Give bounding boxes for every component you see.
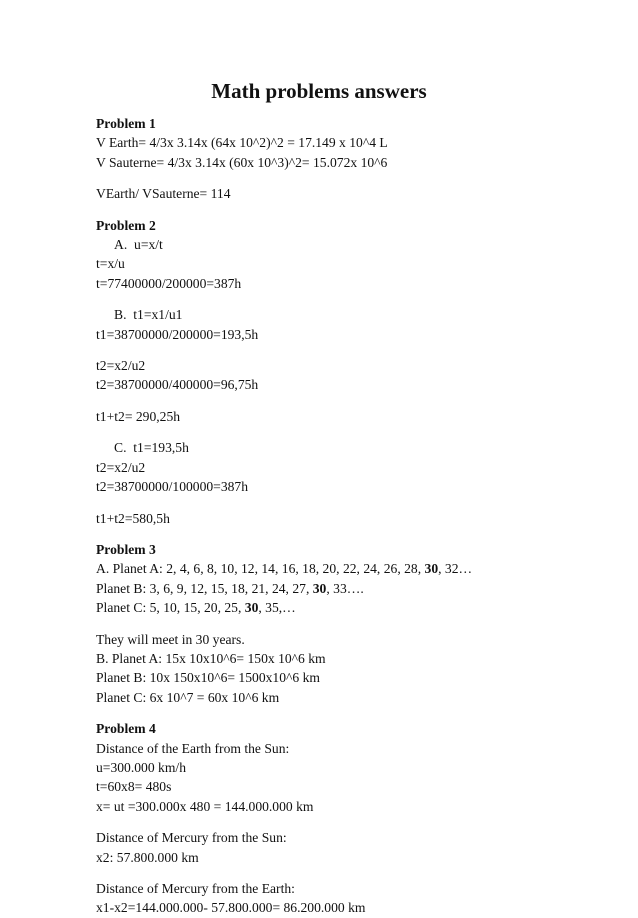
list-text: t1=x1/u1 [133,307,183,323]
problem-1-line: VEarth/ VSauterne= 114 [96,186,231,202]
problem-2-line: t2=x2/u2 [96,358,146,374]
spacer [96,618,616,630]
problem-2-line: t2=38700000/400000=96,75h [96,377,259,393]
problem-3-line: Planet C: 6x 10^7 = 60x 10^6 km [96,689,280,705]
list-label: A. [114,237,128,253]
problem-2-line: t2=38700000/100000=387h [96,479,249,495]
problem-2-line: t1+t2= 290,25h [96,408,181,424]
meeting-value: 30 [424,561,439,577]
list-text: u=x/t [134,237,163,253]
meeting-value: 30 [312,580,327,596]
spacer [96,204,616,216]
problem-2-line: t1+t2=580,5h [96,510,170,526]
problem-4-line: x= ut =300.000x 480 = 144.000.000 km [96,798,314,814]
problem-4-line: Distance of Mercury from the Sun: [96,830,287,846]
spacer [96,497,616,509]
problem-3-line: They will meet in 30 years. [96,631,245,647]
problem-4-line: x2: 57.800.000 km [96,849,199,865]
spacer [96,528,616,540]
problem-2-heading: Problem 2 [96,217,156,233]
problem-1-line: V Sauterne= 4/3x 3.14x (60x 10^3)^2= 15.072x 10^6 [96,154,388,170]
problem-1-line: V Earth= 4/3x 3.14x (64x 10^2)^2 = 17.149 x 10^4 L [96,135,388,151]
problem-1-heading: Problem 1 [96,116,156,131]
list-text: t1=193,5h [133,440,189,456]
spacer [96,395,616,407]
problem-3-line: Planet B: 10x 150x10^6= 1500x10^6 km [96,670,320,686]
problem-2-line: t=77400000/200000=387h [96,275,242,291]
problem-2-line: t2=x2/u2 [96,459,146,475]
problem-4-heading: Problem 4 [96,721,156,737]
problem-4-line: Distance of the Earth from the Sun: [96,740,290,756]
planet-b-sequence: Planet B: 3, 6, 9, 12, 15, 18, 21, 24, 27, 30, 33…. [96,580,364,596]
spacer [96,293,616,305]
spacer [96,707,616,719]
page-title: Math problems answers [211,79,427,103]
planet-a-sequence: A. Planet A: 2, 4, 6, 8, 10, 12, 14, 16, 18, 20, 22, 24, 26, 28, 30, 32… [96,561,473,577]
problem-3-line: B. Planet A: 15x 10x10^6= 150x 10^6 km [96,650,326,666]
problem-2-line: t=x/u [96,256,125,272]
spacer [96,344,616,356]
document-body [96,114,616,918]
problem-3-heading: Problem 3 [96,541,156,557]
problem-4-line: Distance of Mercury from the Earth: [96,881,295,896]
planet-c-sequence: Planet C: 5, 10, 15, 20, 25, 30, 35,… [96,600,296,616]
spacer [96,816,616,828]
problem-2-part-c-heading [96,438,616,457]
list-label: C. [114,440,127,456]
spacer [96,426,616,438]
problem-2-part-b-heading [96,305,616,324]
list-label: B. [114,307,127,323]
meeting-value: 30 [244,600,259,616]
problem-2-line: t1=38700000/200000=193,5h [96,326,259,342]
problem-4-line: t=60x8= 480s [96,779,172,795]
problem-4-line: x1-x2=144.000.000- 57.800.000= 86.200.000 km [96,900,366,916]
problem-4-line: u=300.000 km/h [96,759,186,775]
spacer [96,867,616,879]
problem-2-part-a-heading [96,235,616,254]
spacer [96,172,616,184]
